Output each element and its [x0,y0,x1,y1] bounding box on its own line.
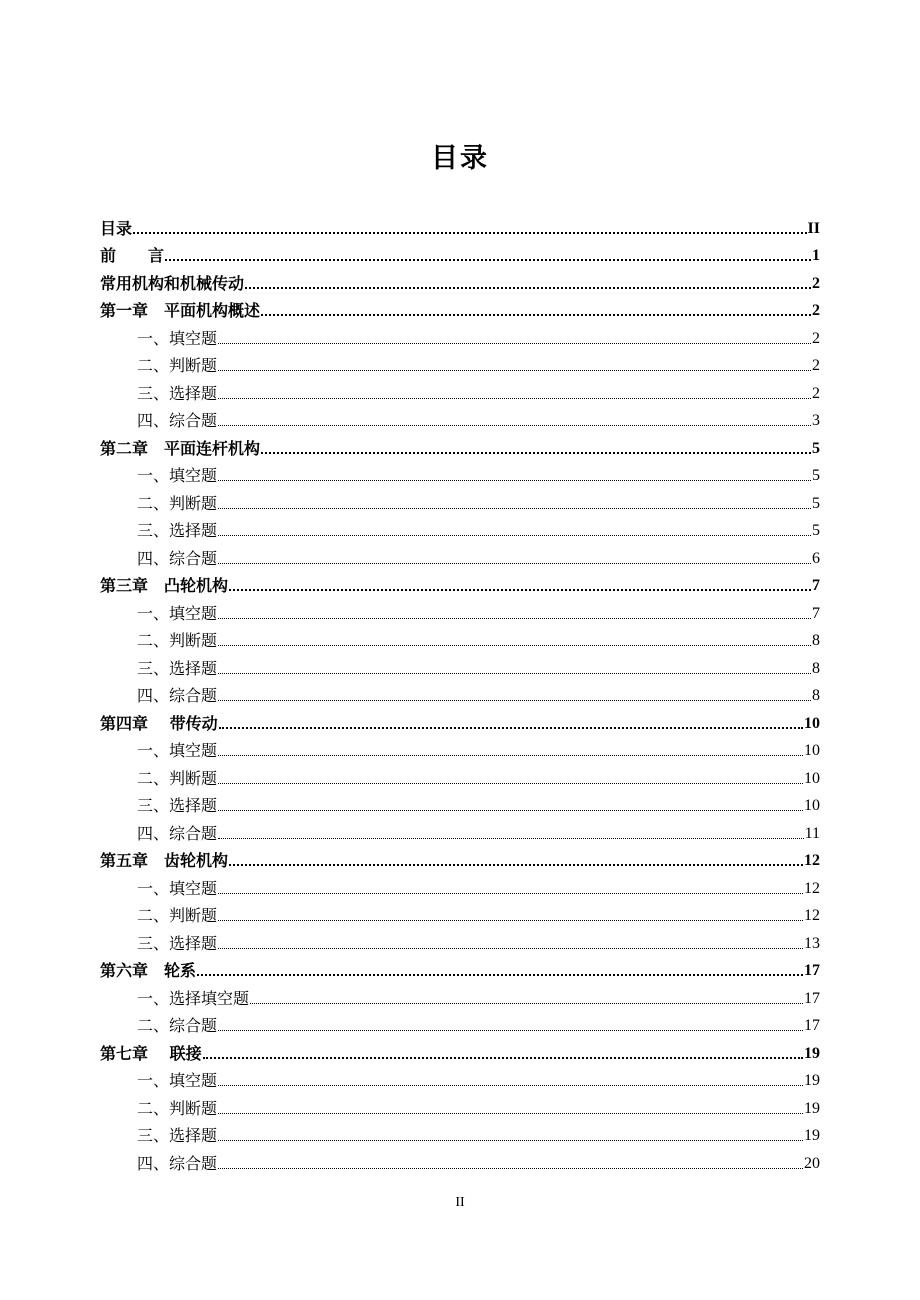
toc-section-entry[interactable] [100,514,820,542]
toc-entry-page-number: 2 [812,302,820,319]
toc-section-entry[interactable] [100,624,820,652]
dot-leader [218,1139,803,1141]
toc-entry-page-number: 19 [804,1099,820,1117]
toc-section-entry[interactable] [100,679,820,707]
toc-entry-label: 四、综合题 [137,548,218,568]
toc-section-entry[interactable] [100,899,820,927]
dot-leader [250,1002,803,1004]
toc-entry-page-number: 19 [804,1127,820,1144]
toc-section-entry[interactable] [100,376,820,404]
toc-entry-page-number: 8 [812,632,820,649]
toc-entry-label: 四、综合题 [137,823,218,843]
toc-section-entry[interactable] [100,1064,820,1092]
dot-leader [229,588,811,591]
dot-leader [218,342,811,344]
dot-leader [245,286,811,289]
dot-leader [229,863,803,866]
toc-section-entry[interactable] [100,981,820,1009]
toc-chapter-entry[interactable] [100,706,820,734]
dot-leader [218,397,811,399]
toc-section-entry[interactable] [100,871,820,899]
toc-entry-page-number: 10 [804,742,820,759]
toc-entry-page-number: 10 [804,714,820,732]
toc-entry-label: 二、判断题 [137,356,218,375]
dot-leader [197,973,803,976]
toc-entry-page-number: 10 [804,769,820,787]
table-of-contents [100,211,820,1174]
toc-chapter-entry[interactable] [100,239,820,267]
toc-entry-label: 二、判断题 [137,906,218,925]
toc-entry-label: 第六章 轮系 [100,961,197,980]
toc-entry-page-number: 5 [812,494,820,512]
toc-entry-label: 第三章 凸轮机构 [100,576,229,595]
dot-leader [218,672,811,674]
dot-leader [218,562,811,564]
toc-section-entry[interactable] [100,651,820,679]
toc-entry-page-number: 7 [812,577,820,594]
toc-entry-page-number: 20 [804,1154,820,1172]
toc-section-entry[interactable] [100,1146,820,1174]
toc-entry-page-number: 11 [804,824,820,842]
dot-leader [218,1112,803,1114]
toc-chapter-entry[interactable] [100,294,820,322]
toc-entry-label: 二、综合题 [137,1016,218,1035]
dot-leader [203,1056,803,1059]
toc-entry-label: 前 言 [100,246,165,265]
dot-leader [218,644,811,646]
toc-entry-label: 二、判断题 [137,1098,218,1118]
toc-entry-page-number: 8 [812,659,820,677]
toc-chapter-entry[interactable] [100,954,820,982]
dot-leader [218,534,811,536]
page-number-footer: II [455,1195,465,1210]
toc-section-entry[interactable] [100,321,820,349]
toc-entry-label: 二、判断题 [137,493,218,513]
dot-leader [218,782,803,784]
toc-section-entry[interactable] [100,459,820,487]
toc-entry-label: 三、选择题 [137,521,218,540]
toc-entry-page-number: 8 [812,687,820,704]
toc-entry-page-number: 2 [812,329,820,347]
toc-entry-page-number: 2 [812,274,820,292]
toc-entry-page-number: 12 [804,907,820,924]
toc-entry-page-number: 6 [812,549,820,567]
toc-entry-page-number: 12 [804,879,820,897]
toc-entry-page-number: 2 [812,357,820,374]
dot-leader [218,1084,803,1086]
dot-leader [218,809,803,811]
toc-entry-page-number: 2 [812,384,820,402]
toc-section-entry[interactable] [100,404,820,432]
dot-leader [165,258,811,261]
toc-entry-label: 四、综合题 [137,1153,218,1173]
toc-entry-page-number: 13 [804,934,820,952]
toc-entry-page-number: II [807,219,820,237]
toc-entry-page-number: 7 [812,604,820,622]
toc-section-entry[interactable] [100,1119,820,1147]
toc-entry-label: 四、综合题 [137,686,218,705]
toc-section-entry[interactable] [100,541,820,569]
toc-section-entry[interactable] [100,926,820,954]
dot-leader [218,479,811,481]
dot-leader [218,699,811,701]
toc-entry-page-number: 17 [804,962,820,979]
toc-section-entry[interactable] [100,486,820,514]
dot-leader [218,369,811,371]
toc-chapter-entry[interactable] [100,211,820,239]
dot-leader [219,726,803,729]
toc-entry-page-number: 1 [812,247,820,264]
dot-leader [218,837,804,839]
toc-entry-label: 常用机构和机械传动 [100,273,245,293]
toc-entry-label: 三、选择题 [137,658,218,678]
toc-entry-page-number: 5 [812,467,820,484]
toc-entry-label: 一、选择填空题 [137,988,250,1008]
toc-entry-label: 二、判断题 [137,631,218,650]
toc-entry-label: 一、填空题 [137,741,218,760]
toc-entry-page-number: 10 [804,797,820,814]
toc-section-entry[interactable] [100,1091,820,1119]
toc-entry-page-number: 12 [804,852,820,869]
toc-entry-label: 第二章 平面连杆机构 [100,438,261,458]
toc-section-entry[interactable] [100,789,820,817]
toc-entry-page-number: 17 [804,1017,820,1034]
toc-chapter-entry[interactable] [100,844,820,872]
toc-entry-label: 第一章 平面机构概述 [100,301,261,320]
toc-entry-label: 一、填空题 [137,603,218,623]
toc-entry-page-number: 3 [812,412,820,429]
dot-leader [218,892,803,894]
toc-entry-label: 三、选择题 [137,1126,218,1145]
dot-leader [218,1029,803,1031]
toc-section-entry[interactable] [100,816,820,844]
dot-leader [218,947,803,949]
toc-entry-label: 三、选择题 [137,933,218,953]
toc-entry-label: 一、填空题 [137,466,218,485]
toc-entry-label: 四、综合题 [137,411,218,430]
toc-entry-page-number: 19 [804,1044,820,1062]
toc-section-entry[interactable] [100,349,820,377]
toc-entry-page-number: 5 [812,522,820,539]
toc-section-entry[interactable] [100,761,820,789]
toc-entry-label: 三、选择题 [137,383,218,403]
toc-chapter-entry[interactable] [100,431,820,459]
page-title: 目录 [431,143,489,174]
toc-entry-label: 三、选择题 [137,796,218,815]
dot-leader [218,507,811,509]
toc-section-entry[interactable] [100,596,820,624]
toc-chapter-entry[interactable] [100,569,820,597]
dot-leader [218,424,811,426]
toc-entry-label: 二、判断题 [137,768,218,788]
toc-entry-label: 目录 [100,218,133,238]
toc-chapter-entry[interactable] [100,1036,820,1064]
dot-leader [261,451,811,454]
dot-leader [133,231,807,234]
dot-leader [218,754,803,756]
toc-chapter-entry[interactable] [100,266,820,294]
dot-leader [218,617,811,619]
toc-entry-page-number: 17 [804,989,820,1007]
toc-entry-label: 一、填空题 [137,328,218,348]
toc-section-entry[interactable] [100,1009,820,1037]
dot-leader [261,313,811,316]
toc-entry-label: 第七章 联接 [100,1043,202,1063]
toc-entry-label: 第四章 带传动 [100,713,218,733]
toc-section-entry[interactable] [100,734,820,762]
dot-leader [218,919,803,921]
toc-entry-label: 一、填空题 [137,878,218,898]
dot-leader [218,1167,803,1169]
toc-entry-label: 一、填空题 [137,1071,218,1090]
toc-entry-page-number: 5 [812,439,820,457]
toc-entry-page-number: 19 [804,1072,820,1089]
toc-entry-label: 第五章 齿轮机构 [100,851,229,870]
